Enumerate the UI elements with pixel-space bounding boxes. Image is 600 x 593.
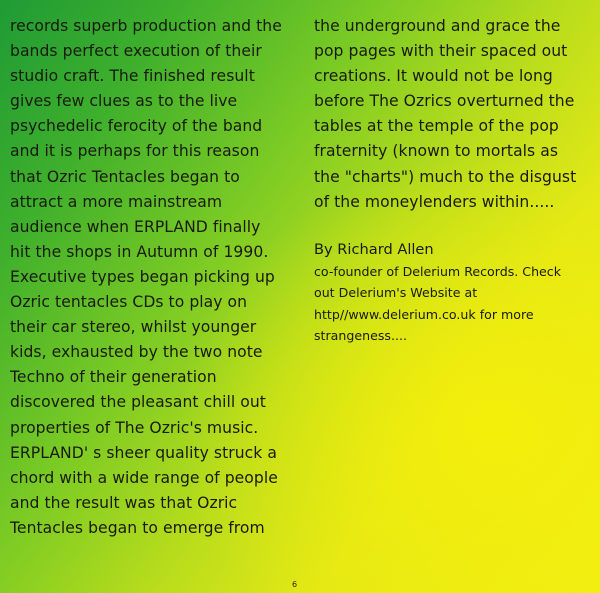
body-line: fraternity (known to mortals as [314, 142, 559, 161]
page-number: 6 [292, 580, 298, 589]
author-credit-line: strangeness.... [314, 328, 407, 344]
body-line: attract a more mainstream [10, 192, 223, 211]
body-line: studio craft. The finished result [10, 67, 255, 86]
body-line: audience when ERPLAND finally [10, 217, 261, 236]
body-line: bands perfect execution of their [10, 42, 262, 61]
body-line: kids, exhausted by the two note [10, 343, 263, 362]
body-line: Tentacles began to emerge from [10, 518, 265, 537]
body-line: Techno of their generation [10, 368, 217, 387]
body-line: the underground and grace the [314, 17, 561, 35]
body-line: their car stereo, whilst younger [10, 318, 257, 337]
body-line: and the result was that Ozric [10, 493, 238, 512]
author-credit-line: http//www.delerium.co.uk for more [314, 306, 534, 322]
body-line: creations. It would not be long [314, 67, 553, 86]
body-line: hit the shops in Autumn of 1990. [10, 242, 269, 261]
body-line: before The Ozrics overturned the [314, 92, 575, 111]
body-line: of the moneylenders within..... [314, 192, 555, 211]
author-credit-line: co-founder of Delerium Records. Check [314, 263, 562, 279]
right-column [314, 14, 592, 347]
body-line: records superb production and the [10, 17, 282, 35]
body-line: that Ozric Tentacles began to [10, 167, 240, 186]
author-credit-line: out Delerium's Website at [314, 285, 478, 301]
body-line: pop pages with their spaced out [314, 42, 568, 61]
body-line: Ozric tentacles CDs to play on [10, 293, 248, 312]
body-line: chord with a wide range of people [10, 468, 278, 487]
body-line: psychedelic ferocity of the band [10, 117, 263, 136]
left-column [10, 14, 300, 541]
body-line: Executive types began picking up [10, 267, 275, 286]
body-line: tables at the temple of the pop [314, 117, 559, 136]
body-line: ERPLAND' s sheer quality struck a [10, 443, 277, 462]
body-line: discovered the pleasant chill out [10, 393, 266, 412]
body-line: gives few clues as to the live [10, 92, 238, 111]
author-byline: By Richard Allen [314, 240, 434, 258]
body-line: and it is perhaps for this reason [10, 142, 260, 161]
body-line: properties of The Ozric's music. [10, 418, 259, 437]
body-line: the "charts") much to the disgust [314, 167, 577, 186]
